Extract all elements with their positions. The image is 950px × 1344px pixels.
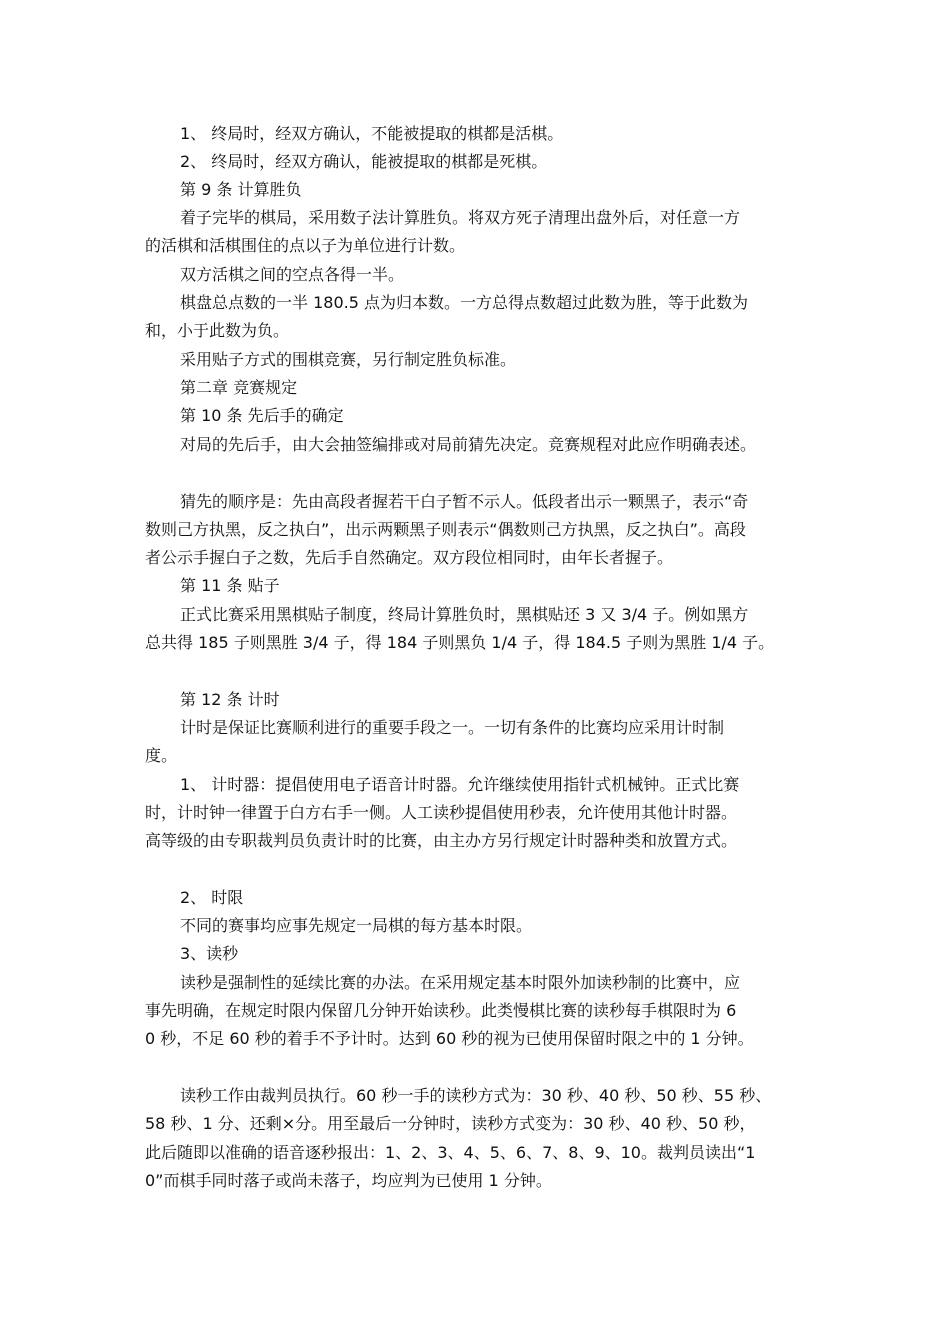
text-line: 0 秒，不足 60 秒的着手不予计时。达到 60 秒的视为已使用保留时限之中的 1 分钟。	[145, 1029, 754, 1048]
section-heading: 第 9 条 计算胜负	[180, 180, 302, 199]
text-line: 计时是保证比赛顺利进行的重要手段之一。一切有条件的比赛均应采用计时制	[180, 718, 725, 737]
chapter-heading: 第二章 竞赛规定	[180, 378, 298, 397]
section-heading: 第 10 条 先后手的确定	[180, 406, 344, 425]
text-line: 58 秒、1 分、还剩×分。用至最后一分钟时，读秒方式变为：30 秒、40 秒、50 秒，	[145, 1114, 756, 1133]
text-line: 1、 计时器：提倡使用电子语音计时器。允许继续使用指针式机械钟。正式比赛	[180, 775, 740, 794]
text-line: 2、 时限	[180, 888, 244, 907]
text-line: 此后随即以准确的语音逐秒报出：1、2、3、4、5、6、7、8、9、10。裁判员读出“1	[145, 1143, 756, 1162]
text-line: 总共得 185 子则黑胜 3/4 子，得 184 子则黑负 1/4 子，得 184.5 子则为黑胜 1/4 子。	[145, 633, 775, 652]
text-line: 1、 终局时，经双方确认，不能被提取的棋都是活棋。	[180, 124, 564, 143]
text-line: 者公示手握白子之数，先后手自然确定。双方段位相同时，由年长者握子。	[145, 548, 674, 567]
text-line: 和，小于此数为负。	[145, 321, 290, 340]
text-line: 采用贴子方式的围棋竞赛，另行制定胜负标准。	[180, 350, 517, 369]
text-line: 棋盘总点数的一半 180.5 点为归本数。一方总得点数超过此数为胜，等于此数为	[180, 293, 748, 312]
text-line: 正式比赛采用黑棋贴子制度，终局计算胜负时，黑棋贴还 3 又 3/4 子。例如黑方	[180, 605, 749, 624]
text-line: 事先明确，在规定时限内保留几分钟开始读秒。此类慢棋比赛的读秒每手棋限时为 6	[145, 1001, 737, 1020]
text-line: 双方活棋之间的空点各得一半。	[180, 265, 405, 284]
text-line: 时，计时钟一律置于白方右手一侧。人工读秒提倡使用秒表，允许使用其他计时器。	[145, 803, 738, 822]
text-line: 着子完毕的棋局，采用数子法计算胜负。将双方死子清理出盘外后，对任意一方	[180, 208, 741, 227]
text-line: 数则己方执黑，反之执白”，出示两颗黑子则表示“偶数则己方执黑，反之执白”。高段	[145, 520, 746, 539]
text-line: 猜先的顺序是：先由高段者握若干白子暂不示人。低段者出示一颗黑子，表示“奇	[180, 492, 749, 511]
section-heading: 第 12 条 计时	[180, 690, 280, 709]
text-line: 0”而棋手同时落子或尚未落子，均应判为已使用 1 分钟。	[145, 1171, 552, 1190]
text-line: 的活棋和活棋围住的点以子为单位进行计数。	[145, 236, 466, 255]
text-line: 高等级的由专职裁判员负责计时的比赛，由主办方另行规定计时器种类和放置方式。	[145, 831, 738, 850]
section-heading: 第 11 条 贴子	[180, 576, 280, 595]
text-line: 读秒工作由裁判员执行。60 秒一手的读秒方式为：30 秒、40 秒、50 秒、55 秒、	[180, 1086, 772, 1105]
text-line: 对局的先后手，由大会抽签编排或对局前猜先决定。竞赛规程对此应作明确表述。	[180, 435, 757, 454]
text-line: 3、读秒	[180, 944, 239, 963]
text-line: 不同的赛事均应事先规定一局棋的每方基本时限。	[180, 916, 533, 935]
text-line: 2、 终局时，经双方确认，能被提取的棋都是死棋。	[180, 152, 548, 171]
text-line: 度。	[145, 746, 178, 765]
text-line: 读秒是强制性的延续比赛的办法。在采用规定基本时限外加读秒制的比赛中，应	[180, 973, 741, 992]
